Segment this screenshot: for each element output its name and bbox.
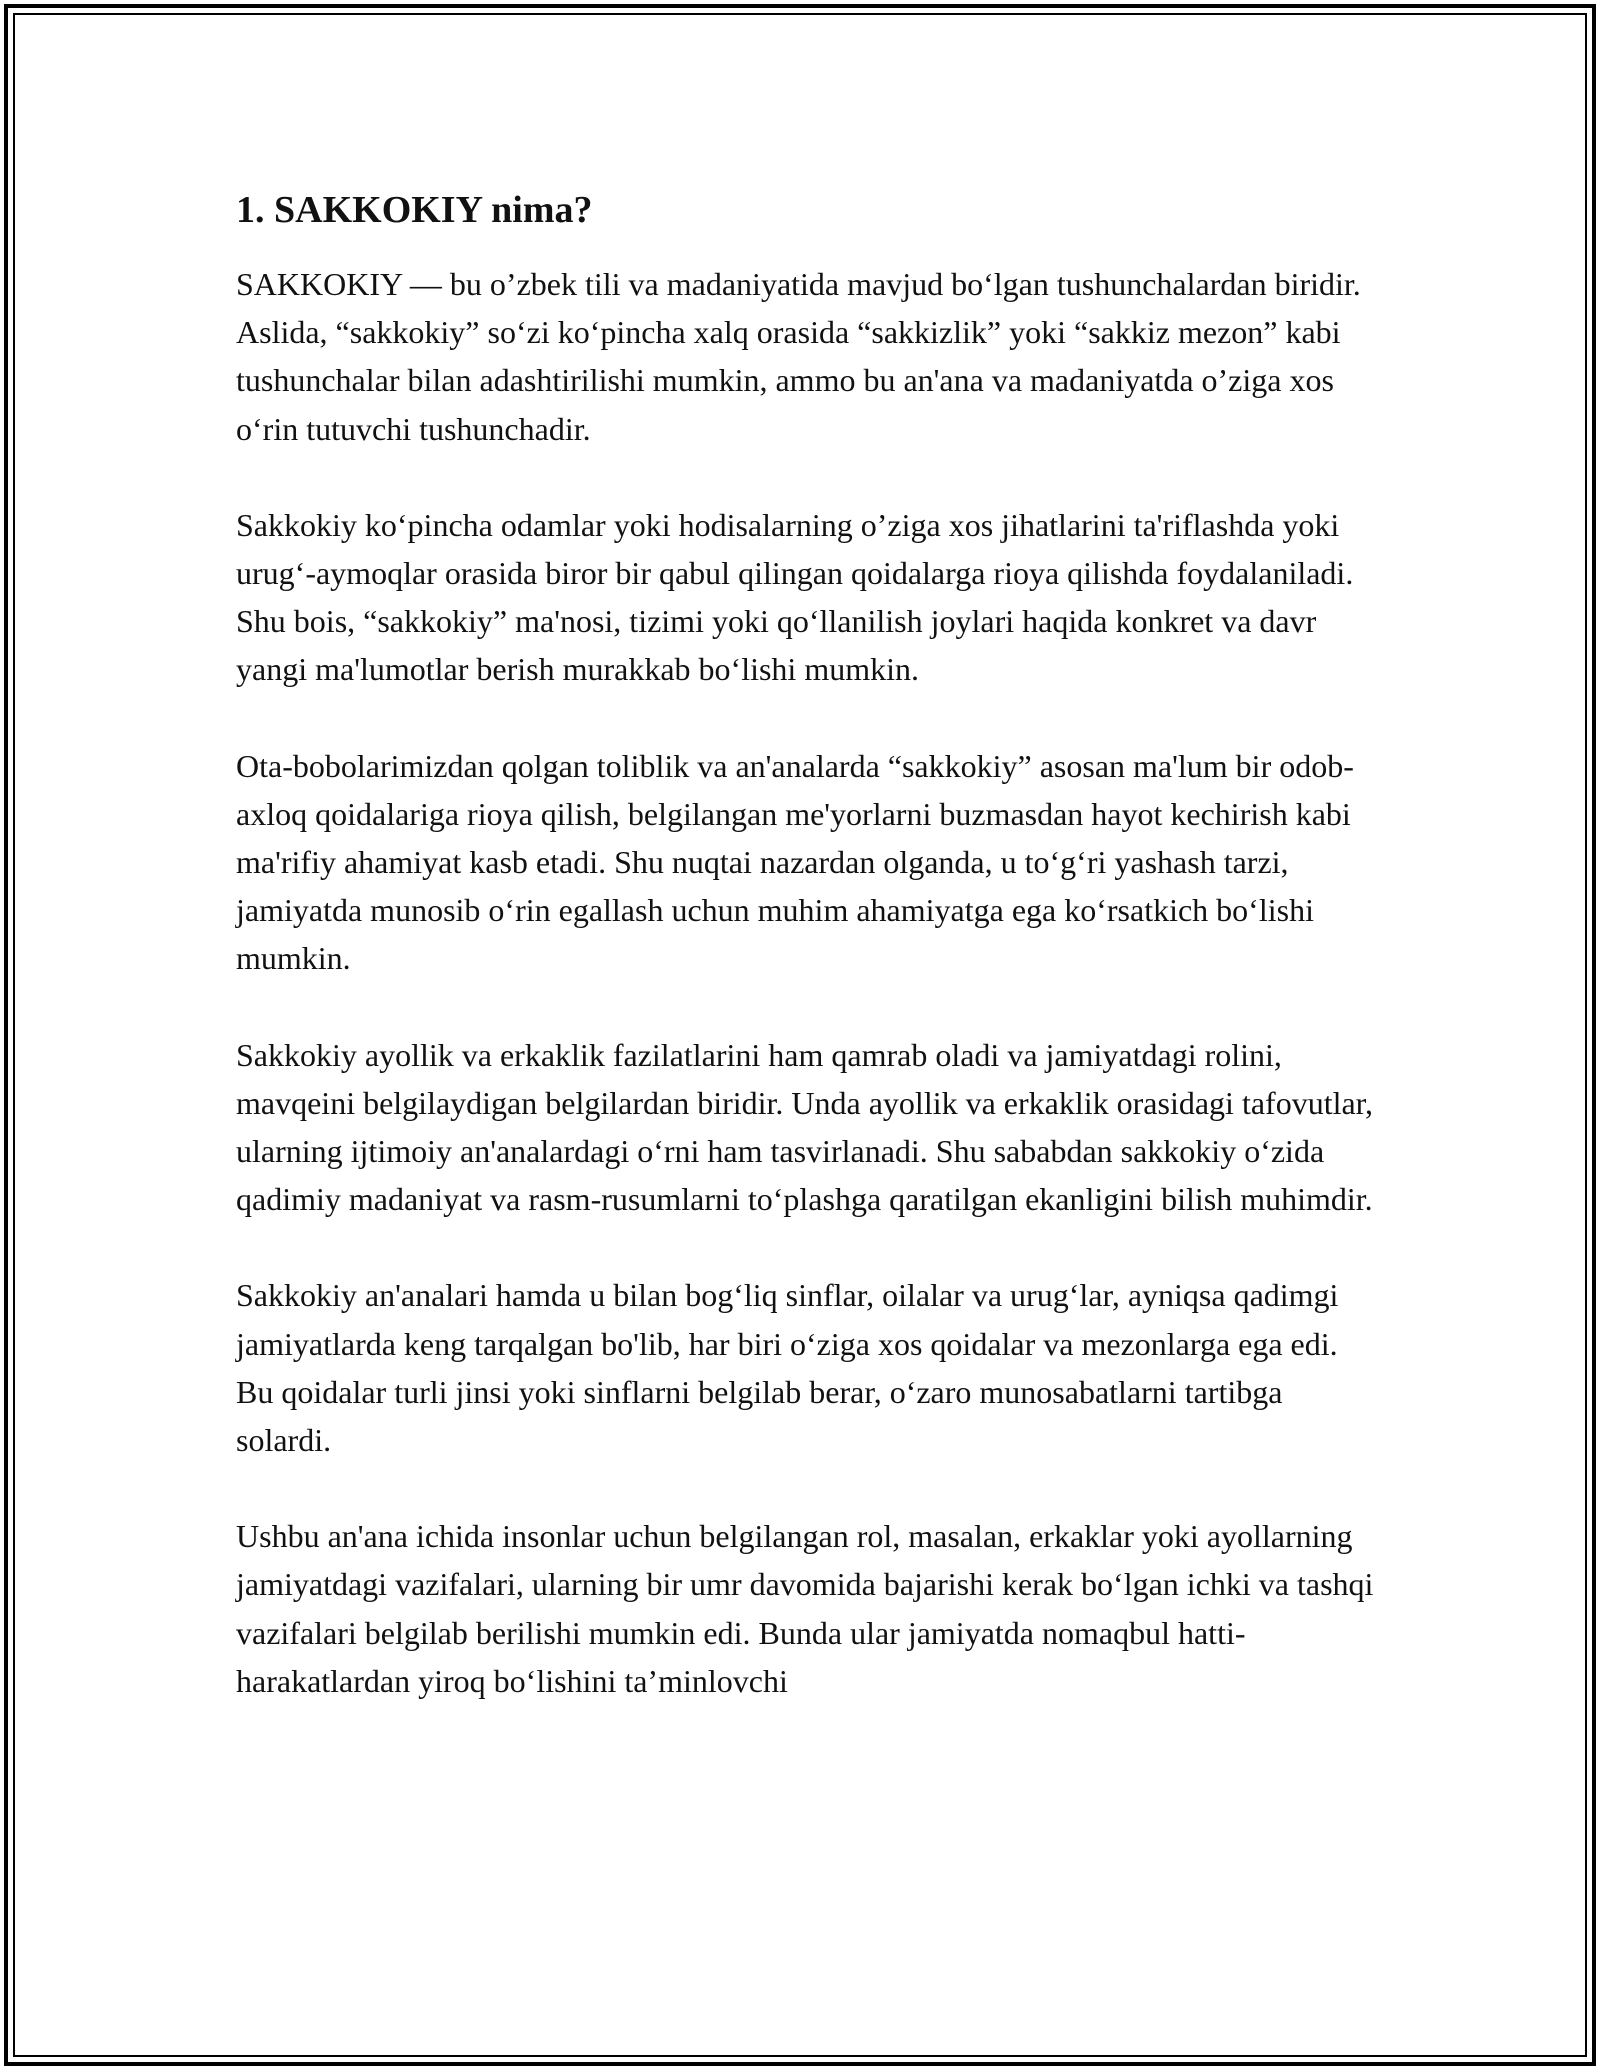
paragraph-6: Ushbu an'ana ichida insonlar uchun belgilangan rol, masalan, erkaklar yoki ayollarning jamiyatdagi vazifalari, ularning bir umr davomida bajarishi kerak bo‘lgan ichki va tashqi vazifalari belgilab berilishi mumkin edi. Bunda ular jamiyatda nomaqbul hatti-harakatlardan yiroq bo‘lishini ta’minlovchi — [236, 1518, 1374, 1699]
paragraph-3: Ota-bobolarimizdan qolgan toliblik va an'analarda “sakkokiy” asosan ma'lum bir odob-axloq qoidalariga rioya qilish, belgilangan me'yorlarni buzmasdan hayot kechirish kabi ma'rifiy ahamiyat kasb etadi. Shu nuqtai nazardan olganda, u to‘g‘ri yashash tarzi, jamiyatda munosib o‘rin egallash uchun muhim ahamiyatga ega ko‘rsatkich bo‘lishi mumkin. — [236, 747, 1354, 977]
paragraph-1: SAKKOKIY — bu o’zbek tili va madaniyatida mavjud bo‘lgan tushunchalardan biridir. Aslida, “sakkokiy” so‘zi ko‘pincha xalq orasida “sakkizlik” yoki “sakkiz mezon” kabi tushunchalar bilan adashtirilishi mumkin, ammo bu an'ana va madaniyatda o’ziga xos o‘rin tutuvchi tushunchadir. — [236, 266, 1361, 447]
paragraph-5: Sakkokiy an'analari hamda u bilan bog‘liq sinflar, oilalar va urug‘lar, ayniqsa qadimgi jamiyatlarda keng tarqalgan bo'lib, har biri o‘ziga xos qoidalar va mezonlarga ega edi. Bu qoidalar turli jinsi yoki sinflarni belgilab berar, o‘zaro munosabatlarni tartibga solardi. — [236, 1277, 1339, 1459]
paragraph-4: Sakkokiy ayollik va erkaklik fazilatlarini ham qamrab oladi va jamiyatdagi rolini, mavqeini belgilaydigan belgilardan biridir. Unda ayollik va erkaklik orasidagi tafovutlar, ularning ijtimoiy an'analardagi o‘rni ham tasvirlanadi. Shu sababdan sakkokiy o‘zida qadimiy madaniyat va rasm-rusumlarni to‘plashga qaratilgan ekanligini bilish muhimdir. — [236, 1036, 1374, 1218]
paragraph-2: Sakkokiy ko‘pincha odamlar yoki hodisalarning o’ziga xos jihatlarini ta'riflashda yoki urug‘-aymoqlar orasida biror bir qabul qilingan qoidalarga rioya qilishda foydalaniladi. Shu bois, “sakkokiy” ma'nosi, tizimi yoki qo‘llanilish joylari haqida konkret va davr yangi ma'lumotlar berish murakkab bo‘lishi mumkin. — [236, 506, 1354, 688]
document-body — [236, 186, 1376, 1753]
section-heading: 1. SAKKOKIY nima? — [236, 189, 593, 231]
